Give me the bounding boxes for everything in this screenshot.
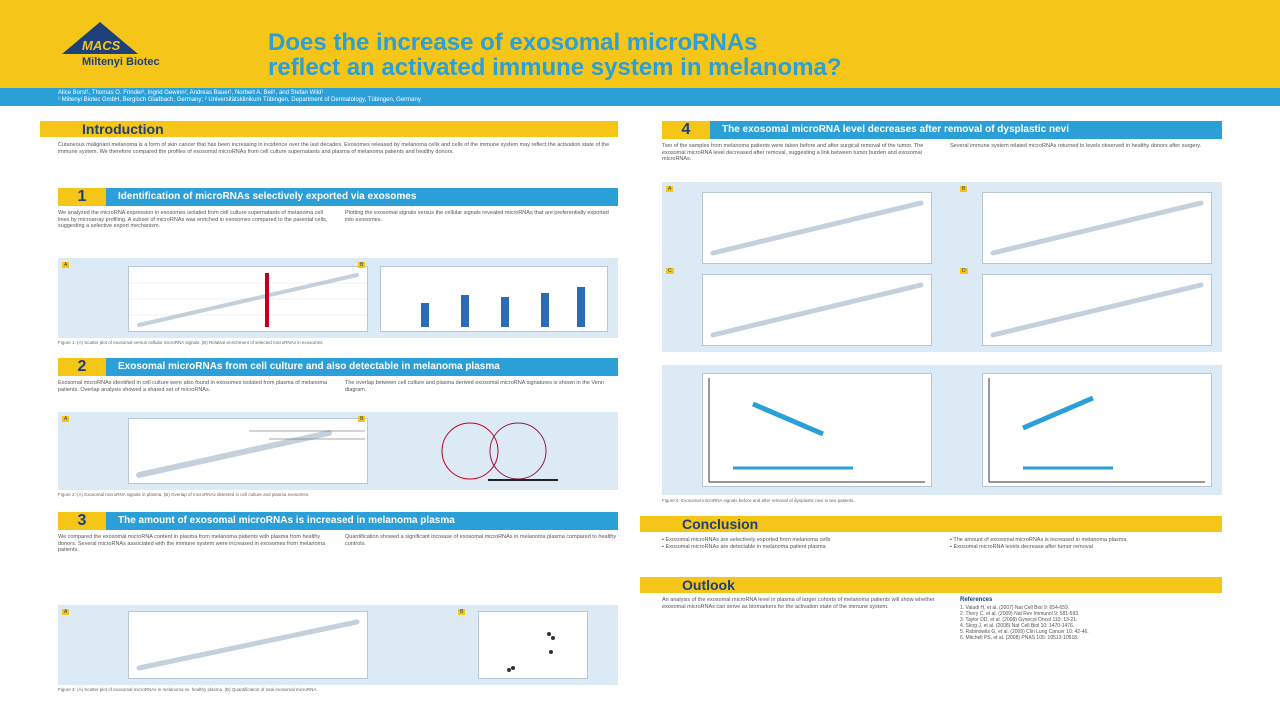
section-1-text-2: Plotting the exosomal signals versus the cellular signals revealed microRNAs that are preferentially exported into exosomes. <box>345 210 609 223</box>
figure-4c-plot <box>702 274 932 346</box>
section-3-title: The amount of exosomal microRNAs is increased in melanoma plasma <box>118 515 455 526</box>
section-3-text: We compared the exosomal microRNA content in plasma from melanoma patients with plasma from healthy donors. Several microRNAs associated with the immune system were increased in exosomes from melanoma patients. <box>58 534 326 553</box>
conclusion-bullet: • Exosomal microRNAs are detectable in melanoma patient plasma <box>662 544 937 551</box>
figure-4c-scatter <box>703 275 931 345</box>
conclusion-list-right <box>950 537 1222 550</box>
section-2-figure-panel <box>58 412 618 490</box>
figure-4a-label: A <box>668 186 672 192</box>
introduction-text: Cutaneous malignant melanoma is a form of skin cancer that has been increasing in incidence over the last decades. Exosomes released by melanoma cells and cells of the immune system may reflect the activation state of the immune system. We therefore compared the profiles of exosomal microRNAs from cell culture supernatants and plasma of melanoma patients and healthy donors. <box>58 142 610 155</box>
figure-2b-venn <box>388 418 608 484</box>
references-list <box>960 605 1220 641</box>
figure-4a-plot <box>702 192 932 264</box>
figure-2a-plot <box>128 418 368 484</box>
section-3-text-2: Quantification showed a significant increase of exosomal microRNAs in melanoma plasma compared to healthy controls. <box>345 534 617 547</box>
figure-4e-trend <box>703 374 931 486</box>
figure-4a-scatter <box>703 193 931 263</box>
logo <box>58 20 208 70</box>
reference-item: 5. Rabinowits G, et al. (2009) Clin Lung Cancer 10: 42-46. <box>960 629 1089 635</box>
figure-4b-label: B <box>962 186 966 192</box>
section-1-text: We analyzed the microRNA expression in exosomes isolated from cell culture supernatants of melanoma cell lines by microarray profiling. A subset of microRNAs was enriched in exosomes compared to the parental cells, suggesting a selective export mechanism. <box>58 210 328 229</box>
conclusion-title: Conclusion <box>682 516 759 532</box>
section-4-text: Two of the samples from melanoma patients were taken before and after surgical removal of the tumor. The exosomal microRNA level decreased after removal, suggesting a link between tumor burden and exosomal microRNAs. <box>662 143 924 162</box>
section-4-heading <box>662 121 1222 139</box>
section-1-caption: Figure 1: (A) Scatter plot of exosomal versus cellular microRNA signals. (B) Relative enrichment of selected microRNAs in exosomes. <box>58 340 324 345</box>
figure-1a-plot <box>128 266 368 332</box>
reference-item: 6. Mitchell PS, et al. (2008) PNAS 105: 10513-10518. <box>960 635 1079 641</box>
author-block <box>58 90 958 104</box>
conclusion-bullet: • The amount of exosomal microRNAs is increased in melanoma plasma <box>950 537 1222 544</box>
section-4-figure-panel <box>662 182 1222 352</box>
title-line-1: Does the increase of exosomal microRNAs <box>268 29 758 56</box>
section-4-summary-panel <box>662 365 1222 495</box>
figure-4f-plot <box>982 373 1212 487</box>
section-2-title: Exosomal microRNAs from cell culture and also detectable in melanoma plasma <box>118 361 500 372</box>
reference-item: 3. Taylor DD, et al. (2008) Gynecol Oncol 110: 13-21. <box>960 617 1078 623</box>
conclusion-bullet: • Exosomal microRNA levels decrease after tumor removal <box>950 544 1222 551</box>
section-2-text: Exosomal microRNAs identified in cell culture were also found in exosomes isolated from plasma of melanoma patients. Overlap analysis showed a shared set of microRNAs. <box>58 380 328 393</box>
figure-3b-label: B <box>460 609 464 615</box>
figure-3a-label: A <box>64 609 68 615</box>
section-4-number: 4 <box>662 121 710 139</box>
section-3-heading <box>58 512 618 530</box>
figure-4b-plot <box>982 192 1212 264</box>
figure-4d-label: D <box>962 268 966 274</box>
figure-1a-scatter <box>129 267 367 331</box>
section-1-title: Identification of microRNAs selectively exported via exosomes <box>118 191 417 202</box>
figure-2b-label: B <box>360 416 364 422</box>
introduction-heading <box>40 121 618 137</box>
introduction-title: Introduction <box>82 121 164 137</box>
figure-4f-trend <box>983 374 1211 486</box>
figure-3a-plot <box>128 611 368 679</box>
figure-2a-scatter <box>129 419 367 483</box>
title-line-2: reflect an activated immune system in melanoma? <box>268 54 842 81</box>
figure-1b-plot <box>380 266 608 332</box>
figure-4e-plot <box>702 373 932 487</box>
section-1-figure-panel <box>58 258 618 338</box>
figure-1b-label: B <box>360 262 364 268</box>
outlook-text: An analysis of the exosomal microRNA level in plasma of larger cohorts of melanoma patients will show whether exosomal microRNAs can serve as biomarkers for the activation state of the immune system. <box>662 597 935 610</box>
logo-text: Miltenyi Biotec <box>82 56 160 68</box>
conclusion-list-left <box>662 537 937 550</box>
references-title: References <box>960 597 993 603</box>
section-4-text-2: Several immune system related microRNAs returned to levels observed in healthy donors after surgery. <box>950 143 1202 149</box>
outlook-title: Outlook <box>682 577 735 593</box>
outlook-heading <box>640 577 1222 593</box>
figure-4d-plot <box>982 274 1212 346</box>
section-3-caption: Figure 3: (A) Scatter plot of exosomal microRNAs in melanoma vs. healthy plasma. (B) Quantification of total exosomal microRNA. <box>58 687 318 692</box>
section-2-text-2: The overlap between cell culture and plasma derived exosomal microRNA signatures is shown in the Venn diagram. <box>345 380 604 393</box>
figure-4b-scatter <box>983 193 1211 263</box>
section-1-heading <box>58 188 618 206</box>
section-1-number: 1 <box>58 188 106 206</box>
figure-3b-dots <box>479 612 587 678</box>
conclusion-heading <box>640 516 1222 532</box>
section-2-heading <box>58 358 618 376</box>
reference-item: 1. Valadi H, et al. (2007) Nat Cell Biol 9: 654-659. <box>960 605 1070 611</box>
reference-item: 2. Thery C, et al. (2009) Nat Rev Immunol 9: 581-593. <box>960 611 1080 617</box>
figure-4d-scatter <box>983 275 1211 345</box>
affiliations: ¹ Miltenyi Biotec GmbH, Bergisch Gladbach, Germany; ² Universitätsklinikum Tübingen, Department of Dermatology, Tübingen, Germany <box>58 97 421 103</box>
section-3-number: 3 <box>58 512 106 530</box>
figure-2a-label: A <box>64 416 68 422</box>
poster-title <box>268 30 1068 80</box>
section-2-number: 2 <box>58 358 106 376</box>
conclusion-bullet: • Exosomal microRNAs are selectively exported from melanoma cells <box>662 537 937 544</box>
figure-1b-bars <box>381 267 607 331</box>
figure-1a-label: A <box>64 262 68 268</box>
figure-4c-label: C <box>668 268 672 274</box>
figure-3a-scatter <box>129 612 367 678</box>
figure-3b-plot <box>478 611 588 679</box>
venn-diagram <box>388 418 608 484</box>
reference-item: 4. Skog J, et al. (2008) Nat Cell Biol 10: 1470-1476. <box>960 623 1075 629</box>
section-4-caption: Figure 4: Exosomal microRNA signals before and after removal of dysplastic nevi in two patients. <box>662 498 855 503</box>
section-2-caption: Figure 2: (A) Exosomal microRNA signals in plasma. (B) Overlap of microRNAs detected in cell culture and plasma exosomes. <box>58 492 310 497</box>
section-3-figure-panel <box>58 605 618 685</box>
section-4-title: The exosomal microRNA level decreases after removal of dysplastic nevi <box>722 124 1070 135</box>
authors: Alice Borst¹, Thomas O. Frinder², Ingrid Gewinn², Andreas Bauer¹, Norbert A. Beil¹, and Stefan Wild¹ <box>58 90 324 96</box>
logo-mark-text: MACS <box>82 38 121 53</box>
